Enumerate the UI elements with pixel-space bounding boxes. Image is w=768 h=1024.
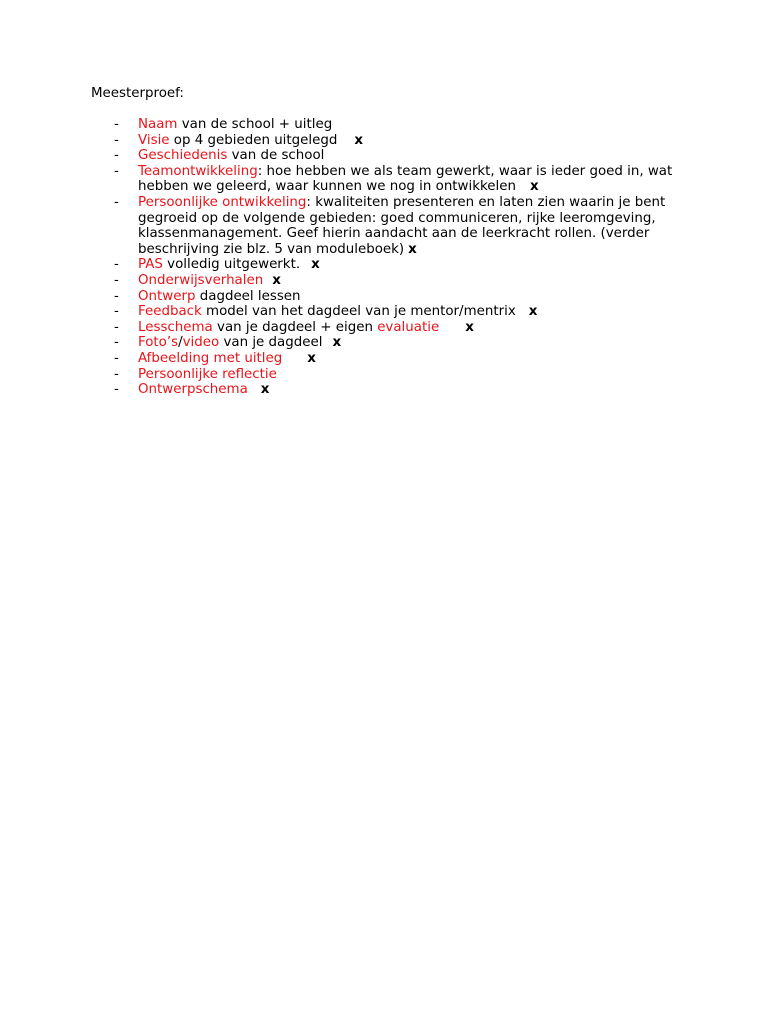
item-keyword: Geschiedenis <box>138 148 228 164</box>
item-text: volledig uitgewerkt. <box>162 257 301 273</box>
item-text: dagdeel lessen <box>195 288 301 304</box>
item-keyword: PAS <box>138 257 163 273</box>
list-bullet: - <box>114 163 119 179</box>
item-keyword-2: evaluatie <box>377 319 440 335</box>
item-keyword: Foto’s <box>138 335 179 351</box>
item-keyword-2: video <box>182 335 220 351</box>
list-item <box>0 304 678 320</box>
check-mark: x <box>307 350 316 366</box>
list-item <box>0 195 678 257</box>
list-item <box>0 164 678 195</box>
check-mark: x <box>272 272 281 288</box>
list-item <box>0 273 678 289</box>
item-text: model van het dagdeel van je mentor/mentrix <box>201 304 516 320</box>
list-item <box>0 257 678 273</box>
item-text: op 4 gebieden uitgelegd <box>169 132 338 148</box>
list-item <box>0 335 678 351</box>
item-text: : hoe hebben we als team gewerkt, waar is ieder goed in, wat hebben we geleerd, waar kunnen we nog in ontwikkelen <box>138 163 673 195</box>
document-heading: Meesterproef: <box>91 86 184 101</box>
list-item <box>0 148 678 164</box>
list-bullet: - <box>114 257 119 273</box>
item-keyword: Feedback <box>138 304 202 320</box>
list-bullet: - <box>114 319 119 335</box>
list-item <box>0 367 678 383</box>
check-mark: x <box>528 304 538 320</box>
list-bullet: - <box>114 350 119 366</box>
item-text: / <box>178 335 183 351</box>
check-mark: x <box>408 241 417 257</box>
item-keyword: Persoonlijke ontwikkeling <box>138 194 307 210</box>
item-keyword: Visie <box>138 132 170 148</box>
requirements-list <box>0 117 678 398</box>
item-keyword: Naam <box>138 117 178 132</box>
list-bullet: - <box>114 148 119 164</box>
list-bullet: - <box>114 194 119 210</box>
list-item <box>0 117 678 133</box>
check-mark: x <box>311 257 320 273</box>
list-bullet: - <box>114 272 119 288</box>
list-item <box>0 382 678 398</box>
item-keyword: Lesschema <box>138 319 213 335</box>
check-mark: x <box>260 382 270 398</box>
item-keyword: Ontwerpschema <box>138 382 248 398</box>
item-text: van de school + uitleg <box>177 117 333 132</box>
list-bullet: - <box>114 304 119 320</box>
list-item <box>0 320 678 336</box>
item-keyword: Afbeelding met uitleg <box>138 350 283 366</box>
item-text: : kwaliteiten presenteren en laten zien waarin je bent gegroeid op de volgende gebieden: goed communiceren, rijke leeromgeving, klassenmanagement. Geef hierin aandacht aan de leerkracht rollen. (verder beschrijving zie blz. 5 van moduleboek) <box>138 194 666 257</box>
list-bullet: - <box>114 382 119 398</box>
check-mark: x <box>465 319 474 335</box>
item-text-2: van je dagdeel <box>219 335 323 351</box>
list-bullet: - <box>114 132 119 148</box>
list-item <box>0 133 678 149</box>
check-mark: x <box>529 179 539 195</box>
check-mark: x <box>332 335 342 351</box>
list-item <box>0 351 678 367</box>
item-keyword: Onderwijsverhalen <box>138 272 264 288</box>
item-keyword: Teamontwikkeling <box>138 163 258 179</box>
check-mark: x <box>354 132 363 148</box>
list-item <box>0 289 678 305</box>
list-bullet: - <box>114 335 119 351</box>
list-bullet: - <box>114 117 119 132</box>
item-keyword: Ontwerp <box>138 288 196 304</box>
item-text: van de school <box>227 148 325 164</box>
list-bullet: - <box>114 288 119 304</box>
item-keyword: Persoonlijke reflectie <box>138 366 277 382</box>
item-text: van je dagdeel + eigen <box>212 319 378 335</box>
list-bullet: - <box>114 366 119 382</box>
